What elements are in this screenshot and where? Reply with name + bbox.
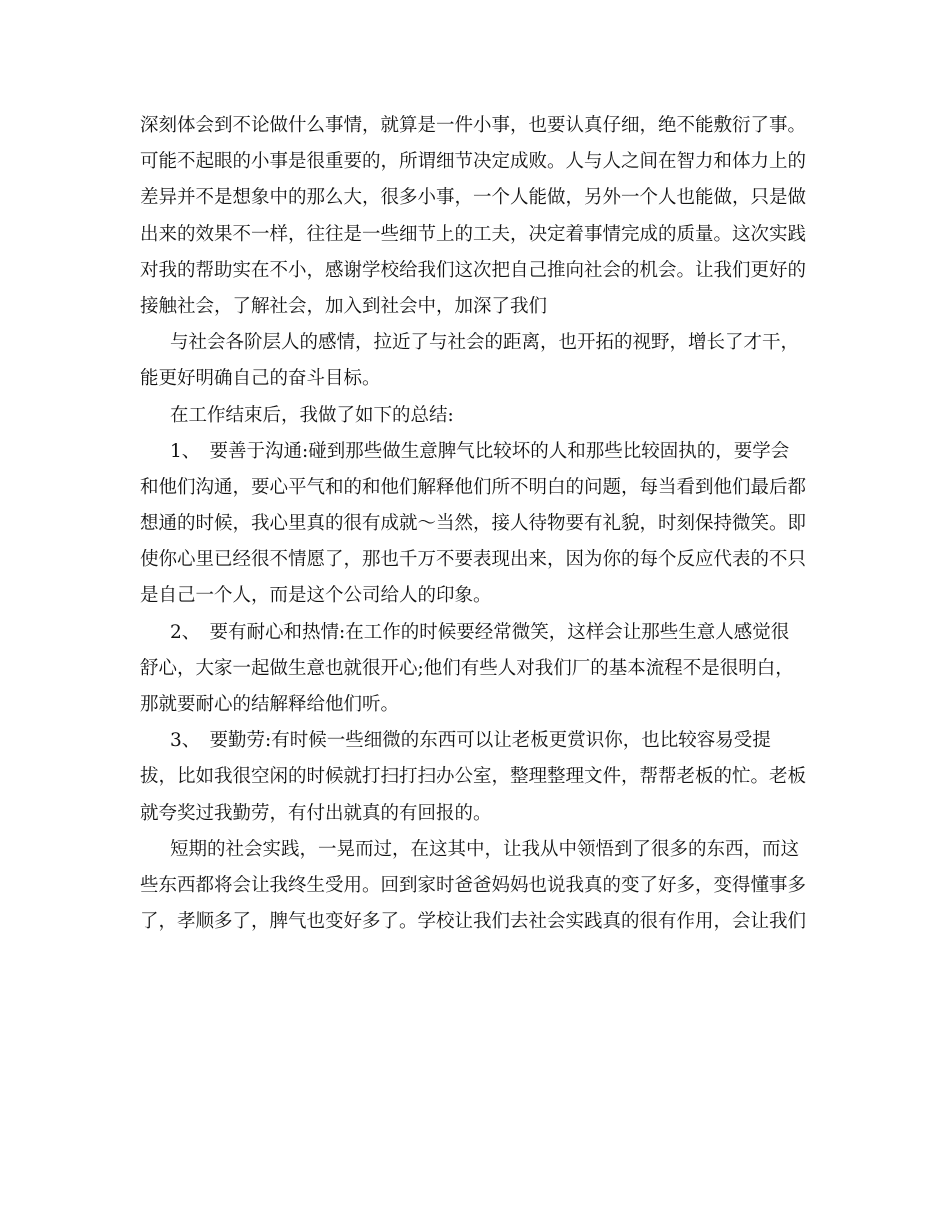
text-line: 拔，比如我很空闲的时候就打扫打扫办公室，整理整理文件，帮帮老板的忙。老板: [140, 766, 807, 788]
text-line: 那就要耐心的结解释给他们听。: [140, 694, 400, 715]
text-line: 2、 要有耐心和热情:在工作的时候要经常微笑，这样会让那些生意人感觉很: [170, 621, 790, 643]
text-line: 接触社会，了解社会，加入到社会中，加深了我们: [140, 295, 548, 317]
text-line: 想通的时候，我心里真的很有成就～当然，接人待物要有礼貌，时刻保持微笑。即: [140, 513, 807, 535]
text-line: 对我的帮助实在不小，感谢学校给我们这次把自己推向社会的机会。让我们更好的: [140, 259, 807, 281]
text-line: 3、 要勤劳:有时候一些细微的东西可以让老板更赏识你，也比较容易受提: [170, 730, 771, 752]
text-line: 可能不起眼的小事是很重要的，所谓细节决定成败。人与人之间在智力和体力上的: [140, 151, 807, 173]
text-line: 了，孝顺多了，脾气也变好多了。学校让我们去社会实践真的很有作用，会让我们: [140, 911, 807, 933]
text-line: 差异并不是想象中的那么大，很多小事，一个人能做，另外一个人也能做，只是做: [140, 187, 807, 209]
text-line: 些东西都将会让我终生受用。回到家时爸爸妈妈也说我真的变了好多，变得懂事多: [140, 874, 807, 896]
text-line: 和他们沟通，要心平气和的和他们解释他们所不明白的问题，每当看到他们最后都: [140, 476, 807, 498]
text-line: 能更好明确自己的奋斗目标。: [140, 368, 381, 390]
text-line: 深刻体会到不论做什么事情，就算是一件小事，也要认真仔细，绝不能敷衍了事。: [140, 115, 807, 136]
text-line: 在工作结束后，我做了如下的总结:: [170, 404, 454, 426]
text-line: 短期的社会实践，一晃而过，在这其中，让我从中领悟到了很多的东西，而这: [170, 838, 800, 860]
text-line: 是自己一个人，而是这个公司给人的印象。: [140, 585, 492, 607]
document-body: [140, 108, 840, 940]
text-line: 就夸奖过我勤劳，有付出就真的有回报的。: [140, 802, 492, 824]
text-line: 使你心里已经很不情愿了，那也千万不要表现出来，因为你的每个反应代表的不只: [140, 549, 807, 571]
text-line: 出来的效果不一样，往往是一些细节上的工夫，决定着事情完成的质量。这次实践: [140, 223, 807, 245]
text-line: 舒心，大家一起做生意也就很开心;他们有些人对我们厂的基本流程不是很明白，: [140, 657, 794, 679]
text-line: 与社会各阶层人的感情，拉近了与社会的距离，也开拓的视野，增长了才干，: [170, 332, 800, 354]
text-line: 1、 要善于沟通:碰到那些做生意脾气比较坏的人和那些比较固执的，要学会: [170, 440, 790, 462]
